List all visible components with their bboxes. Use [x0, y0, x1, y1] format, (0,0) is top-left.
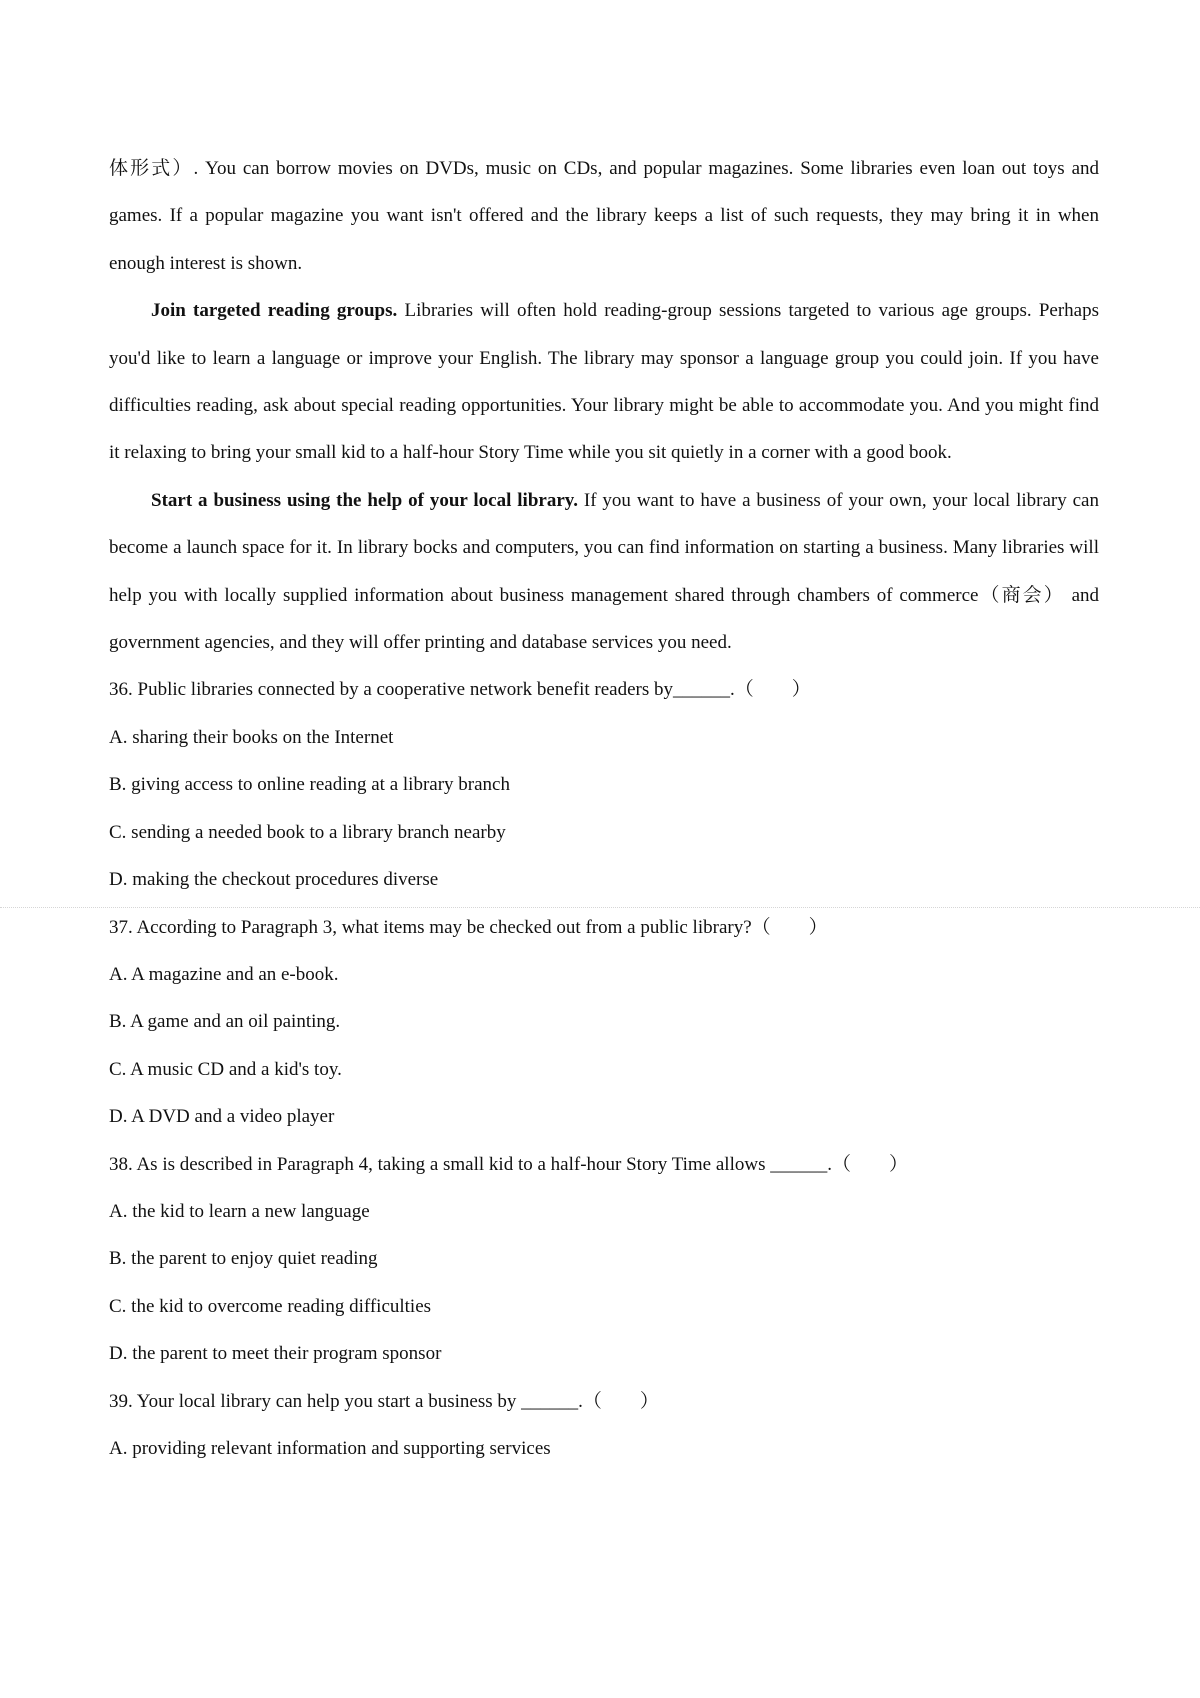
paragraph-text: 体形式）. You can borrow movies on DVDs, music on CDs, and popular magazines. Some libraries even loan out toys and games. If a popular magazine you want isn't offered and the library keeps a list of such requests, they may bring it in when enough interest is shown. — [109, 158, 1099, 274]
question-stem: 36. Public libraries connected by a cooperative network benefit readers by______.（ ） — [109, 679, 811, 701]
option-d: D. the parent to meet their program sponsor — [109, 1343, 442, 1365]
option-b: B. giving access to online reading at a library branch — [109, 774, 510, 796]
option-c: C. the kid to overcome reading difficulties — [109, 1295, 432, 1317]
question-37 — [109, 904, 1099, 1141]
paragraph-business — [109, 477, 1099, 667]
option-d: D. making the checkout procedures diverse — [109, 869, 439, 891]
question-39 — [109, 1378, 1099, 1473]
option-a: A. A magazine and an e-book. — [109, 963, 339, 985]
paragraph-continued — [109, 145, 1099, 287]
paragraph-text: If you want to have a business of your own, your local library can become a launch space for it. In library bocks and computers, you can find information on starting a business. Many libraries will help you with locally supplied information about business management shared through chambers of commerce（商会） and government agencies, and they will offer printing and database services you need. — [109, 489, 1099, 654]
paragraph-reading-groups — [109, 287, 1099, 477]
option-b: B. the parent to enjoy quiet reading — [109, 1248, 378, 1270]
option-b: B. A game and an oil painting. — [109, 1011, 341, 1033]
document-body — [109, 145, 1099, 1472]
question-stem: 37. According to Paragraph 3, what items may be checked out from a public library?（ ） — [109, 916, 828, 938]
option-a: A. sharing their books on the Internet — [109, 726, 394, 748]
question-stem: 38. As is described in Paragraph 4, taking a small kid to a half-hour Story Time allows ______.（ ） — [109, 1153, 908, 1175]
option-d: D. A DVD and a video player — [109, 1106, 335, 1128]
option-c: C. A music CD and a kid's toy. — [109, 1058, 342, 1080]
option-a: A. providing relevant information and supporting services — [109, 1437, 551, 1459]
question-36 — [109, 666, 1099, 903]
paragraph-lead: Join targeted reading groups. — [151, 300, 398, 322]
option-c: C. sending a needed book to a library branch nearby — [109, 821, 506, 843]
paragraph-lead: Start a business using the help of your local library. — [151, 489, 578, 511]
option-a: A. the kid to learn a new language — [109, 1200, 370, 1222]
question-stem: 39. Your local library can help you start a business by ______.（ ） — [109, 1390, 659, 1412]
paragraph-text: Libraries will often hold reading-group sessions targeted to various age groups. Perhaps you'd like to learn a language or improve your English. The library may sponsor a language group you could join. If you have difficulties reading, ask about special reading opportunities. Your library might be able to accommodate you. And you might find it relaxing to bring your small kid to a half-hour Story Time while you sit quietly in a corner with a good book. — [109, 300, 1100, 464]
question-38 — [109, 1141, 1099, 1378]
